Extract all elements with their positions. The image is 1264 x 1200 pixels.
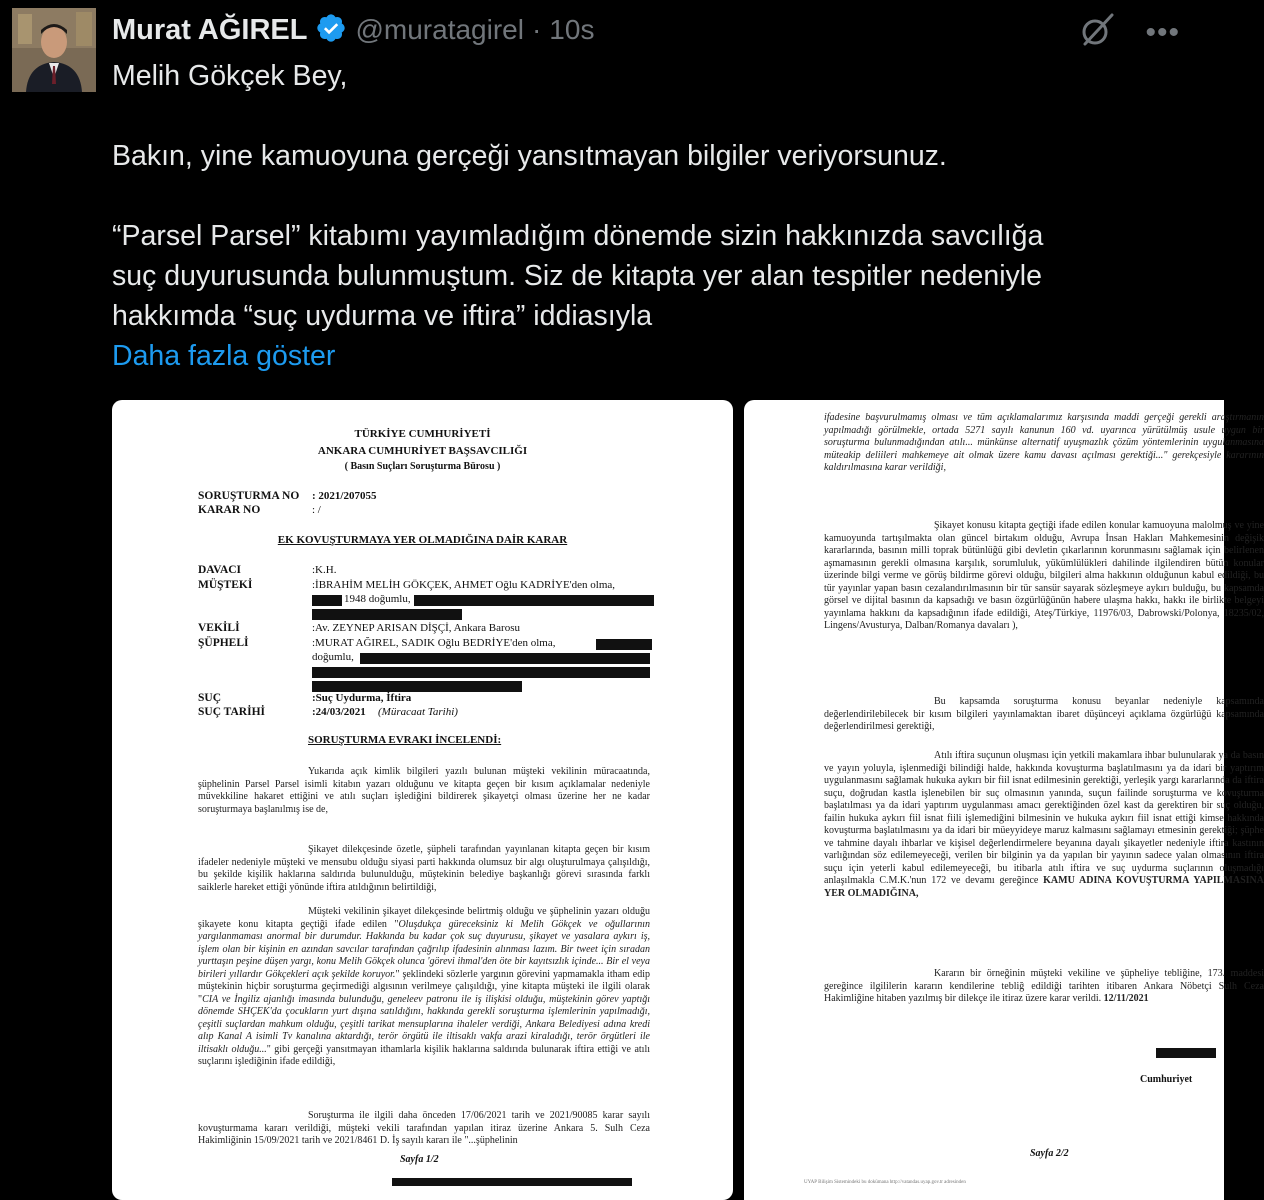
redaction	[312, 681, 522, 692]
avatar[interactable]	[12, 8, 96, 92]
doc1-paragraph-1: Yukarıda açık kimlik bilgileri yazılı bulunan müşteki vekilinin müracaatında, şüphelinin Parsel Parsel isimli kitabın yazarı olduğunu ve kitapta geçen bir kısım açıklamalar nedeniyle müvekkiline hakaret ettiğini ve atılı suçları işlediğini bildirerek şikayetçi olması üzerine her ne kadar soruşturmaya başlanılmış ise de,	[198, 766, 650, 815]
redaction	[414, 595, 654, 606]
tweet-paragraph-2-line-3: hakkımda “suç uydurma ve iftira” iddiasıyla	[112, 300, 653, 332]
doc1-karar-label: KARAR NO	[198, 504, 261, 516]
doc2-p5-text: Kararın bir örneğinin müşteki vekiline ve şüpheliye tebliğine, 173. maddesi gereğince ilgililerin kararın kendilerine tebliğ edildiği tarihten itibaren Ankara Nöbetçi Sulh Ceza Hakimliğine hitaben yazılmış bir dilekçe ile itiraz üzere karar verildi.	[824, 968, 1264, 1004]
tweet-header	[112, 10, 594, 50]
doc1-paragraph-2: Şikayet dilekçesinde özetle, şüpheli tarafından yayınlanan kitapta geçen bir kısım ifadeler nedeniyle müşteki ve mensubu olduğu siyasi parti hakkında olumsuz bir algı oluşturulmaya çalışıldığı, bu şekilde kişilik haklarına saldırıda bulunulduğu, müştekinin belediye başkanlığı görevi sırasında farklı saiklerle hareket ettiği yönünde iftira atıldığının belirtildiği,	[198, 844, 650, 893]
redaction	[596, 639, 652, 650]
doc2-paragraph-3: Bu kapsamda soruşturma konusu beyanlar nedeniyle kapsamında değerlendirilebilecek bir kısım bilgileri yayınlamaktan ibaret düşünceyi açıklama özgürlüğü kapsamında değerlendirilmesi gerektiği,	[824, 696, 1264, 732]
doc1-musteki-value: :İBRAHİM MELİH GÖKÇEK, AHMET Oğlu KADRİYE'den olma,	[312, 579, 616, 591]
doc1-suc-label: SUÇ	[198, 692, 222, 704]
doc1-header-1: TÜRKİYE CUMHURİYETİ	[354, 428, 491, 440]
doc2-p4-text: Atılı iftira suçunun oluşması için yetkili makamlara ihbar bulunularak ya da basın ve yayın yoluyla, işlenmediği bilindiği halde, hakkında kovuşturma başlatılmasını ya da idari bir yaptırım uygulanmasını sağlamak hukuka aykırı bir fiil isnat edilmesinin gerektiği, yerleşik yargı kararlarında da iftira suçu, doğrudan kastla işlenebilen bir suç olmasının yanında, suçun failinde soruşturma ve kovuşturma başlatılması ya da idari yaptırım uygulanması amacı gerektiğinden özel kast da gerektiren bir suç olduğu, failin hukuka aykırı fiil isnat fiili işlemediğini bilmesinin ve hukuka aykırı fiil isnat ettiği kimse hakkında kovuşturma başlatılmasını ya da idari bir müeyyideye maruz kalmasını sağlamayı etmesinin gerektiği; şüphe ve tahmine dayalı ihbarlar ve kişisel değerlendirmelere beyanına dayalı şikayetler nedeniyle iftira kastının varlığından söz edilemeyeceği, verilen bir bilginin ya da yapılan bir yayının sadece yalan olmasının iftira suçu için yeterli kabul edilemeyeceği, bu itibarla atılı iftira ve suç uydurma suçlarının oluşmadığı anlaşılmakla C.M.K.'nun 172 ve devamı gereğince	[824, 750, 1264, 886]
doc1-paragraph-4: Soruşturma ile ilgili daha önceden 17/06/2021 tarih ve 2021/90085 karar sayılı kovuşturmama kararı verildiği, müşteki vekili tarafından yapılan itiraz üzerine Ankara 5. Sulh Ceza Hakimliğinin 15/09/2021 tarih ve 2021/8461 D. İş sayılı kararı ile "...şüphelinin	[198, 1110, 650, 1146]
doc1-musteki-label: MÜŞTEKİ	[198, 579, 253, 591]
tweet-greeting: Melih Gökçek Bey,	[112, 60, 348, 92]
doc1-section: SORUŞTURMA EVRAKI İNCELENDİ:	[308, 734, 502, 746]
doc1-karar-value: : /	[312, 504, 321, 516]
document-page-2[interactable]	[744, 400, 1264, 1200]
grok-icon[interactable]	[1079, 12, 1115, 53]
doc2-cumhuriyet: Cumhuriyet	[1140, 1074, 1193, 1085]
redaction	[312, 609, 462, 620]
doc1-p3a: Müşteki vekilinin şikayet dilekçesinde belirtmiş olduğu ve şüphelinin yazarı olduğu şikayete konu kitapta geçtiği ifade edilen "	[198, 906, 650, 930]
redaction	[1156, 1048, 1216, 1058]
redaction	[360, 653, 650, 664]
doc2-p4-bold: KAMU ADINA KOVUŞTURMA YAPILMASINA YER OLMADIĞINA,	[824, 875, 1264, 899]
show-more-link[interactable]: Daha fazla göster	[112, 340, 336, 372]
doc2-paragraph-5	[824, 968, 1264, 1006]
doc1-paragraph-3	[198, 906, 650, 1069]
more-icon[interactable]: •••	[1145, 15, 1180, 49]
document-page-1[interactable]	[112, 400, 733, 1200]
doc1-p3d: CIA ve İngiliz ajanlığı imasında bulunduğu, geneleev patronu ile iş ilişkisi olduğu, müştekinin görev yaptığı dönemde SHÇEK'da çocukların yurt dışına satıldığını, hakkında gerekli soruşturma işlemlerinin yapılmadığı, çeşitli suçlardan mahkum olduğu, çeşitli tarikat mensuplarına ihaleler verdiği, Ankara Belediyesi adına kredi alıp Kanal A isimli Tv kanalına aktardığı, terör örgütü ile iltisaklı vakfa arazi kiraladığı, terör örgütleri ile iltisaklı olduğu...	[198, 993, 650, 1055]
doc2-paragraph-4	[824, 750, 1264, 900]
doc1-davaci-label: DAVACI	[198, 564, 242, 576]
doc1-sor-label: SORUŞTURMA NO	[198, 490, 300, 502]
display-name[interactable]: Murat AĞIREL	[112, 13, 308, 46]
verified-badge-icon[interactable]	[315, 12, 347, 49]
tweet-paragraph-1: Bakın, yine kamuoyuna gerçeği yansıtmayan bilgiler veriyorsunuz.	[112, 140, 947, 172]
redaction	[312, 667, 650, 678]
handle[interactable]: @muratagirel	[355, 14, 524, 45]
doc1-supheli-value: :MURAT AĞIREL, SADIK Oğlu BEDRİYE'den olma,	[312, 637, 556, 649]
tweet-actions-top	[1079, 12, 1180, 53]
timestamp[interactable]: 10s	[549, 14, 595, 45]
doc2-paragraph-1: ifadesine başvurulmamış olması ve tüm açıklamalarımız karşısında maddi gerçeği gerekli araştırmanın yapılmadığı görülmekle, ortada 5271 sayılı kanunun 160 vd. uyarınca yürütülmüş usule uygun bir soruşturma bulunmadığından atılı... münkünse alternatif uyuşmazlık çözüm yöntemlerinin uygulanmasına müteakip deliileri mahkemeye ait olmak üzere kamu davası açılması gerektiği..." gerekçesiyle kararının kaldırılmasına karar verildiği,	[824, 412, 1264, 473]
tweet-paragraph-2-line-1: “Parsel Parsel” kitabımı yayımladığım dönemde sizin hakkınızda savcılığa	[112, 220, 1044, 252]
doc1-musteki-birth: 1948 doğumlu,	[344, 593, 411, 605]
redaction	[392, 1178, 632, 1186]
redaction	[312, 595, 342, 606]
doc1-p3e: " gibi gerçeği yansıtmayan ithamlarla kişilik haklarına saldırıda bulunarak iftira ettiği ve atılı suçlarını işlediğinin ifade edildiği,	[198, 1043, 651, 1067]
doc1-title: EK KOVUŞTURMAYA YER OLMADIĞINA DAİR KARAR	[277, 534, 568, 546]
doc1-davaci-value: :K.H.	[312, 564, 337, 576]
doc2-page-number: Sayfa 2/2	[1030, 1148, 1069, 1159]
doc1-header-2: ANKARA CUMHURİYET BAŞSAVCILIĞI	[317, 445, 528, 457]
doc1-page-number: Sayfa 1/2	[400, 1154, 439, 1165]
doc1-vekili-value: :Av. ZEYNEP ARISAN DİŞÇİ, Ankara Barosu	[312, 622, 520, 634]
doc1-vekili-label: VEKİLİ	[198, 622, 240, 634]
doc1-p3c: " şeklindeki sözlerle yargının görevini yapmamakla itham edip müştekinin hiçbir soruşturma geçirmediği algısının verilmeye çalışıldığı, yine kitapta müşteki ile ilgili olarak "	[198, 968, 650, 1005]
doc2-date: 12/11/2021	[1103, 993, 1149, 1004]
doc1-suc-tarihi-label: SUÇ TARİHİ	[198, 706, 265, 718]
doc1-suc-value: :Suç Uydurma, İftira	[312, 692, 412, 704]
doc2-footer: UYAP Bilişim Sistemindeki bu dokümana http://vatandas.uyap.gov.tr adresinden	[804, 1180, 966, 1185]
tweet-paragraph-2-line-2: suç duyurusunda bulunmuştum. Siz de kitapta yer alan tespitler nedeniyle	[112, 260, 1042, 292]
doc2-paragraph-2: Şikayet konusu kitapta geçtiği ifade edilen konular kamuoyuna malolmuş ve yine kamuoyunda tartışılmakta olan güncel birtakım olduğu, Avrupa İnsan Hakları Mahkemesinin değişik kararlarında, basının milli toprak bütünlüğü gibi devletin çıkarlarının korunmasını sağlamak için belirlenen aşmamasının gerekli olmasına karşılık, sorumluluk, yükümlülükleri dahilinde ilgilendiren bütün konular üzerinde bilgi verme ve görüş bildirme görevi olduğu, bilgileri alma hakkının olduğunun kabul edildiği, bu tür yayınlar yapan basın cezalandırılmasının bir tür sansür sayarak sözleşmeye aykırı bulduğu, bu kapsamda görsel ve dijital basının da kapsadığı ve basın özgürlüğünün habere ulaşma hakkı, hakkı ile birlikte belgeyi yayınlama hakkını da kapsadığının ifade edildiği, Ateş/Türkiye, 11976/03, Dabrowski/Polonya, 18235/02, Lingens/Avusturya, Dalban/Romanya davaları ),	[824, 520, 1264, 631]
doc1-suc-tarihi-value: :24/03/2021	[312, 706, 366, 718]
doc1-sor-value: : 2021/207055	[312, 490, 377, 502]
doc1-suc-tarihi-note: (Müracaat Tarihi)	[378, 706, 458, 718]
doc1-supheli-birth: doğumlu,	[312, 651, 354, 663]
tweet-text	[112, 56, 1172, 376]
doc1-header-3: ( Basın Suçları Soruşturma Bürosu )	[344, 461, 501, 472]
separator-dot: ·	[531, 14, 542, 45]
doc1-supheli-label: ŞÜPHELİ	[198, 637, 249, 649]
tweet-media[interactable]	[112, 398, 1264, 1188]
doc1-p3b: Oluşdukça güreceksiniz ki Melih Gökçek ve oğullarının yargılanmaması anormal bir durumdur. Hakkında bu kadar çok suç duyurusu, şikayet ve yasalara aykırı iş, işlem olan bir kişinin en azından savcılar tarafından çağrılıp ifadesinin alınması lazım. Bir tweet için sıradan yurttaşın peşine düşen yargı, konu Melih Gökçek olunca 'görevi ihmal'den öte bir kayıtsızlık içinde... Bir el veya birileri yıllardır Gökçekleri açık şekilde koruyor.	[198, 918, 650, 980]
